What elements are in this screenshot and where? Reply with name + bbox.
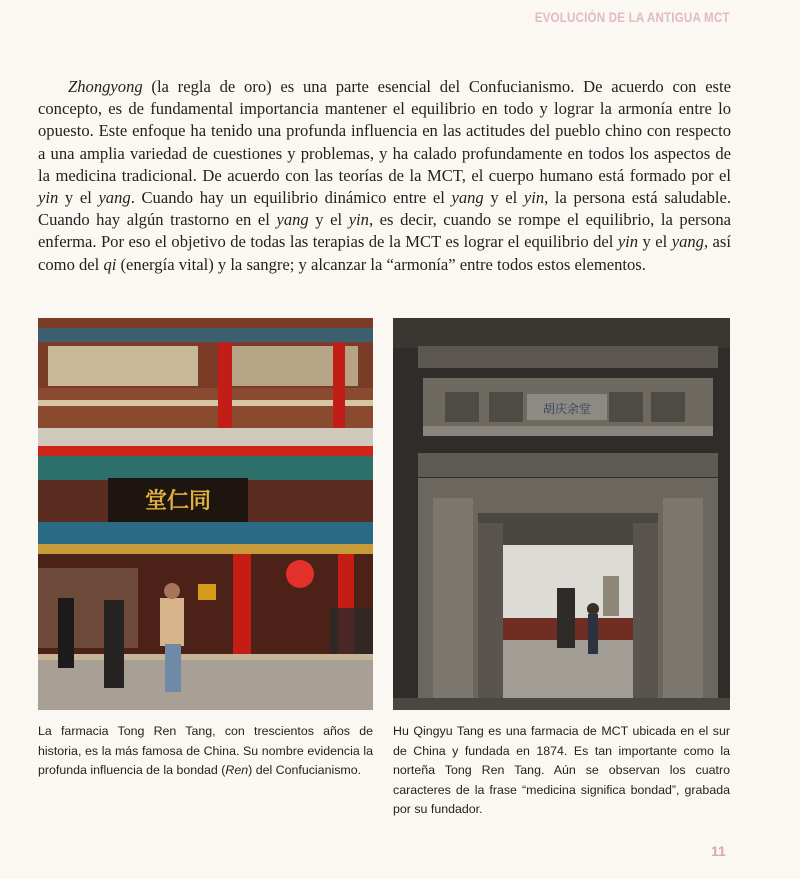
photo-hu-qingyu-tang [393,318,730,710]
text-run: y el [58,188,99,208]
text-run: . Cuando hay un equilibrio dinámico entre el [130,188,452,208]
italic-run: yin [617,232,639,252]
text-run: (energía vital) y la sangre; y alcanzar la “armonía” entre todos estos elementos. [116,254,646,274]
caption-right [393,722,730,820]
text-run: La farmacia Tong Ren Tang, con trescientos años de historia, es la más famosa de China. Su nombre evidencia la profunda influencia de la bondad ( [38,724,373,777]
photo-tong-ren-tang [38,318,373,710]
italic-run: yang [276,210,309,230]
text-run: , es decir, cuando se rompe el equilibrio, la persona enferma. Por eso el objetivo de todas las terapias de la MCT es lograr el equilibrio del [38,210,732,252]
text-run: y el [308,210,349,230]
paragraph-text [38,76,731,276]
italic-run: Zhongyong [68,77,143,96]
italic-run: yin [523,188,545,208]
text-run: (la regla de oro) es una parte esencial del Confucianismo. De acuerdo con este concepto, es de fundamental importancia mantener el equilibrio en todo y lograr la armonía entre lo opuesto. Este enfoque ha tenido una profunda influencia en las actitudes del pueblo chino con respecto a una amplia variedad de cuestiones y problemas, y ha calado profundamente en todos los aspectos de la medicina tradicional. De acuerdo con las teorías de la MCT, el cuerpo humano está formado por el [38,77,731,185]
italic-run: yang [451,188,484,208]
text-run: y el [483,188,524,208]
italic-run: yang [98,188,131,208]
italic-run: qi [103,254,117,274]
italic-run: yang [671,232,704,252]
page-number: 11 [711,843,726,859]
italic-run: Ren [225,763,249,777]
text-run: y el [638,232,672,252]
text-run: , así como del [38,232,731,274]
text-run: ) del Confucianismo. [248,763,362,777]
italic-run: yin [348,210,369,230]
body-paragraph [38,76,731,276]
gate-plaque: 胡庆余堂 [542,402,592,416]
pharmacy-sign: 堂仁同 [144,488,212,514]
running-header: EVOLUCIÓN DE LA ANTIGUA MCT [535,10,730,25]
text-run: Hu Qingyu Tang es una farmacia de MCT ubicada en el sur de China y fundada en 1874. Es tan importante como la norteña Tong Ren Tang. Aún se observan los cuatro caracteres de la frase “medicina significa bondad”, grabada por su fundador. [393,724,730,816]
italic-run: yin [38,188,59,208]
caption-left [38,722,373,781]
text-run: , la persona está saludable. Cuando hay algún trastorno en el [38,188,732,230]
